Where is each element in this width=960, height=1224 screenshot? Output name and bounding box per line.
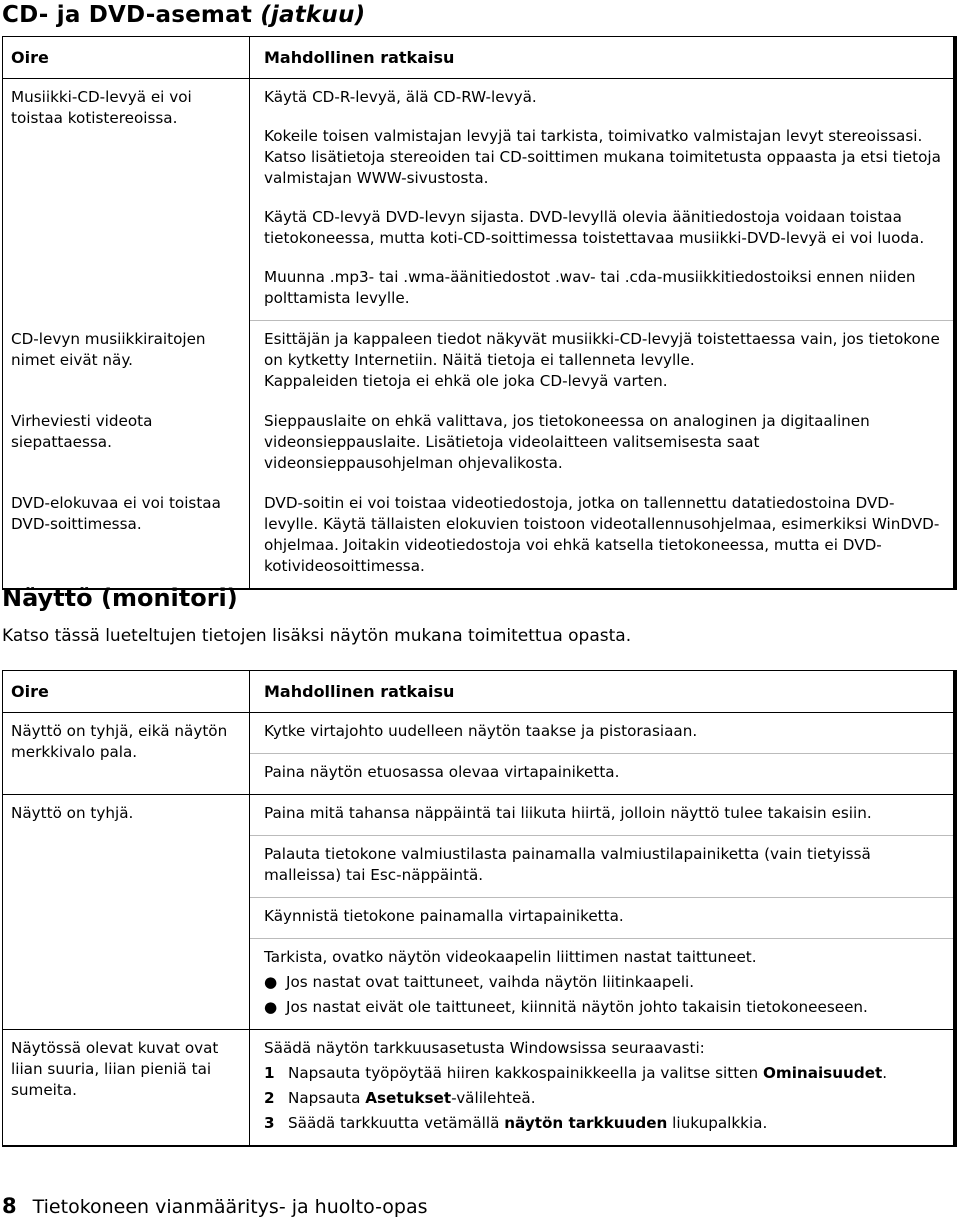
step-item: [264, 1063, 945, 1084]
ui-label-properties: Ominaisuudet: [762, 1064, 883, 1082]
problem-cell: Näyttö on tyhjä.: [3, 795, 250, 1030]
section-intro: Katso tässä lueteltujen tietojen lisäksi näytön mukana toimitettua opasta.: [2, 626, 632, 646]
column-header-solution: Mahdollinen ratkaisu: [250, 37, 956, 79]
ui-label-settings: Asetukset: [365, 1089, 452, 1107]
step-item: [264, 1088, 945, 1109]
step-number: 2: [264, 1089, 275, 1107]
problem-cell: DVD-elokuvaa ei voi toistaa DVD-soittimessa.: [3, 485, 250, 589]
step-number: 3: [264, 1114, 275, 1132]
bullet-icon: ●: [264, 973, 278, 991]
solution-text: Kokeile toisen valmistajan levyjä tai tarkista, toimivatko valmistajan levyt stereoissasi. Katso lisätietoja stereoiden tai CD-soittimen mukana toimitetusta oppaasta ja etsi tietoja valmistajan WWW-sivustosta.: [264, 127, 941, 187]
solution-cell: DVD-soitin ei voi toistaa videotiedostoja, jotka on tallennettu datatiedostoina DVD-levylle. Käytä tällaisten elokuvien toistoon videotallennusohjelmaa, esimerkiksi WinDVD-ohjelmaa. Joitakin videotiedostoja voi ehkä katsella tietokoneessa, mutta ei DVD-kotivideosoittimessa.: [264, 494, 940, 575]
ui-label-resolution: näytön tarkkuuden: [504, 1114, 668, 1132]
problem-cell: Virheviesti videota siepattaessa.: [3, 403, 250, 485]
solution-text: Käytä CD-R-levyä, älä CD-RW-levyä.: [264, 88, 537, 106]
section-title-monitor: Näyttö (monitori): [2, 584, 238, 612]
problem-cell: Näytössä olevat kuvat ovat liian suuria, liian pieniä tai sumeita.: [3, 1030, 250, 1147]
section-title-continued: (jatkuu): [260, 2, 366, 28]
problem-cell: Musiikki-CD-levyä ei voi toistaa kotistereoissa.: [3, 79, 250, 321]
solution-text: Kappaleiden tietoja ei ehkä ole joka CD-levyä varten.: [264, 372, 668, 390]
column-header-problem: Oire: [3, 37, 250, 79]
solution-text: Tarkista, ovatko näytön videokaapelin liittimen nastat taittuneet.: [264, 948, 757, 966]
table-row: [3, 795, 956, 836]
step-item: [264, 1113, 945, 1134]
table-header-row: [3, 671, 956, 713]
table-row: [3, 321, 956, 404]
monitor-troubleshooting-table: [2, 670, 957, 1147]
solution-cell: [250, 939, 956, 1030]
solution-text: Käytä CD-levyä DVD-levyn sijasta. DVD-levyllä olevia äänitiedostoja voidaan toistaa tietokoneessa, mutta koti-CD-soittimessa toistettavaa musiikki-DVD-levyä ei voi luoda.: [264, 208, 925, 247]
cd-dvd-troubleshooting-table: [2, 36, 957, 590]
bullet-item: [264, 997, 945, 1018]
table-row: [3, 485, 956, 589]
solution-cell: Sieppauslaite on ehkä valittava, jos tietokoneessa on analoginen ja digitaalinen videonsieppauslaite. Lisätietoja videolaitteen valitsemisesta saat videonsieppausohjelman ohjevalikosta.: [264, 412, 870, 472]
table-header-row: [3, 37, 956, 79]
bullet-item: [264, 972, 945, 993]
bullet-icon: ●: [264, 998, 278, 1016]
solution-cell: Kytke virtajohto uudelleen näytön taakse ja pistorasiaan.: [264, 722, 698, 740]
solution-cell: Palauta tietokone valmiustilasta painamalla valmiustilapainiketta (vain tietyissä malleissa) tai Esc-näppäintä.: [250, 836, 956, 898]
table-row: [3, 713, 956, 754]
step-text: Napsauta Asetukset-välilehteä.: [288, 1089, 536, 1107]
step-text: Napsauta työpöytää hiiren kakkospainikkeella ja valitse sitten Ominaisuudet.: [288, 1064, 888, 1082]
step-number: 1: [264, 1064, 275, 1082]
solution-cell: [250, 79, 956, 321]
solution-cell: [250, 321, 956, 404]
book-title: Tietokoneen vianmääritys- ja huolto-opas: [32, 1196, 428, 1218]
solution-text: Muunna .mp3- tai .wma-äänitiedostot .wav- tai .cda-musiikkitiedostoiksi ennen niiden polttamista levylle.: [264, 268, 916, 307]
bullet-text: Jos nastat ovat taittuneet, vaihda näytön liitinkaapeli.: [286, 973, 695, 991]
column-header-solution: Mahdollinen ratkaisu: [250, 671, 956, 713]
solution-text: Esittäjän ja kappaleen tiedot näkyvät musiikki-CD-levyjä toistettaessa vain, jos tietokone on kytketty Internetiin. Näitä tietoja ei tallenneta levylle.: [264, 330, 940, 369]
table-row: [3, 79, 956, 321]
solution-text: Säädä näytön tarkkuusasetusta Windowsissa seuraavasti:: [264, 1039, 705, 1057]
section-title-cd-dvd: [2, 2, 365, 28]
solution-cell: Paina mitä tahansa näppäintä tai liikuta hiirtä, jolloin näyttö tulee takaisin esiin.: [250, 795, 956, 836]
table-row: [3, 1030, 956, 1147]
column-header-problem: Oire: [3, 671, 250, 713]
solution-cell: Käynnistä tietokone painamalla virtapainiketta.: [250, 898, 956, 939]
page-number: 8: [2, 1194, 17, 1218]
section-title-main: CD- ja DVD-asemat: [2, 2, 261, 28]
table-row: [3, 403, 956, 485]
problem-cell: CD-levyn musiikkiraitojen nimet eivät näy.: [3, 321, 250, 404]
problem-cell: Näyttö on tyhjä, eikä näytön merkkivalo pala.: [3, 713, 250, 795]
bullet-text: Jos nastat eivät ole taittuneet, kiinnitä näytön johto takaisin tietokoneeseen.: [286, 998, 868, 1016]
step-text: Säädä tarkkuutta vetämällä näytön tarkkuuden liukupalkkia.: [288, 1114, 768, 1132]
solution-cell: [250, 1030, 956, 1147]
page-footer: [2, 1194, 428, 1218]
solution-cell: Paina näytön etuosassa olevaa virtapainiketta.: [250, 754, 956, 795]
